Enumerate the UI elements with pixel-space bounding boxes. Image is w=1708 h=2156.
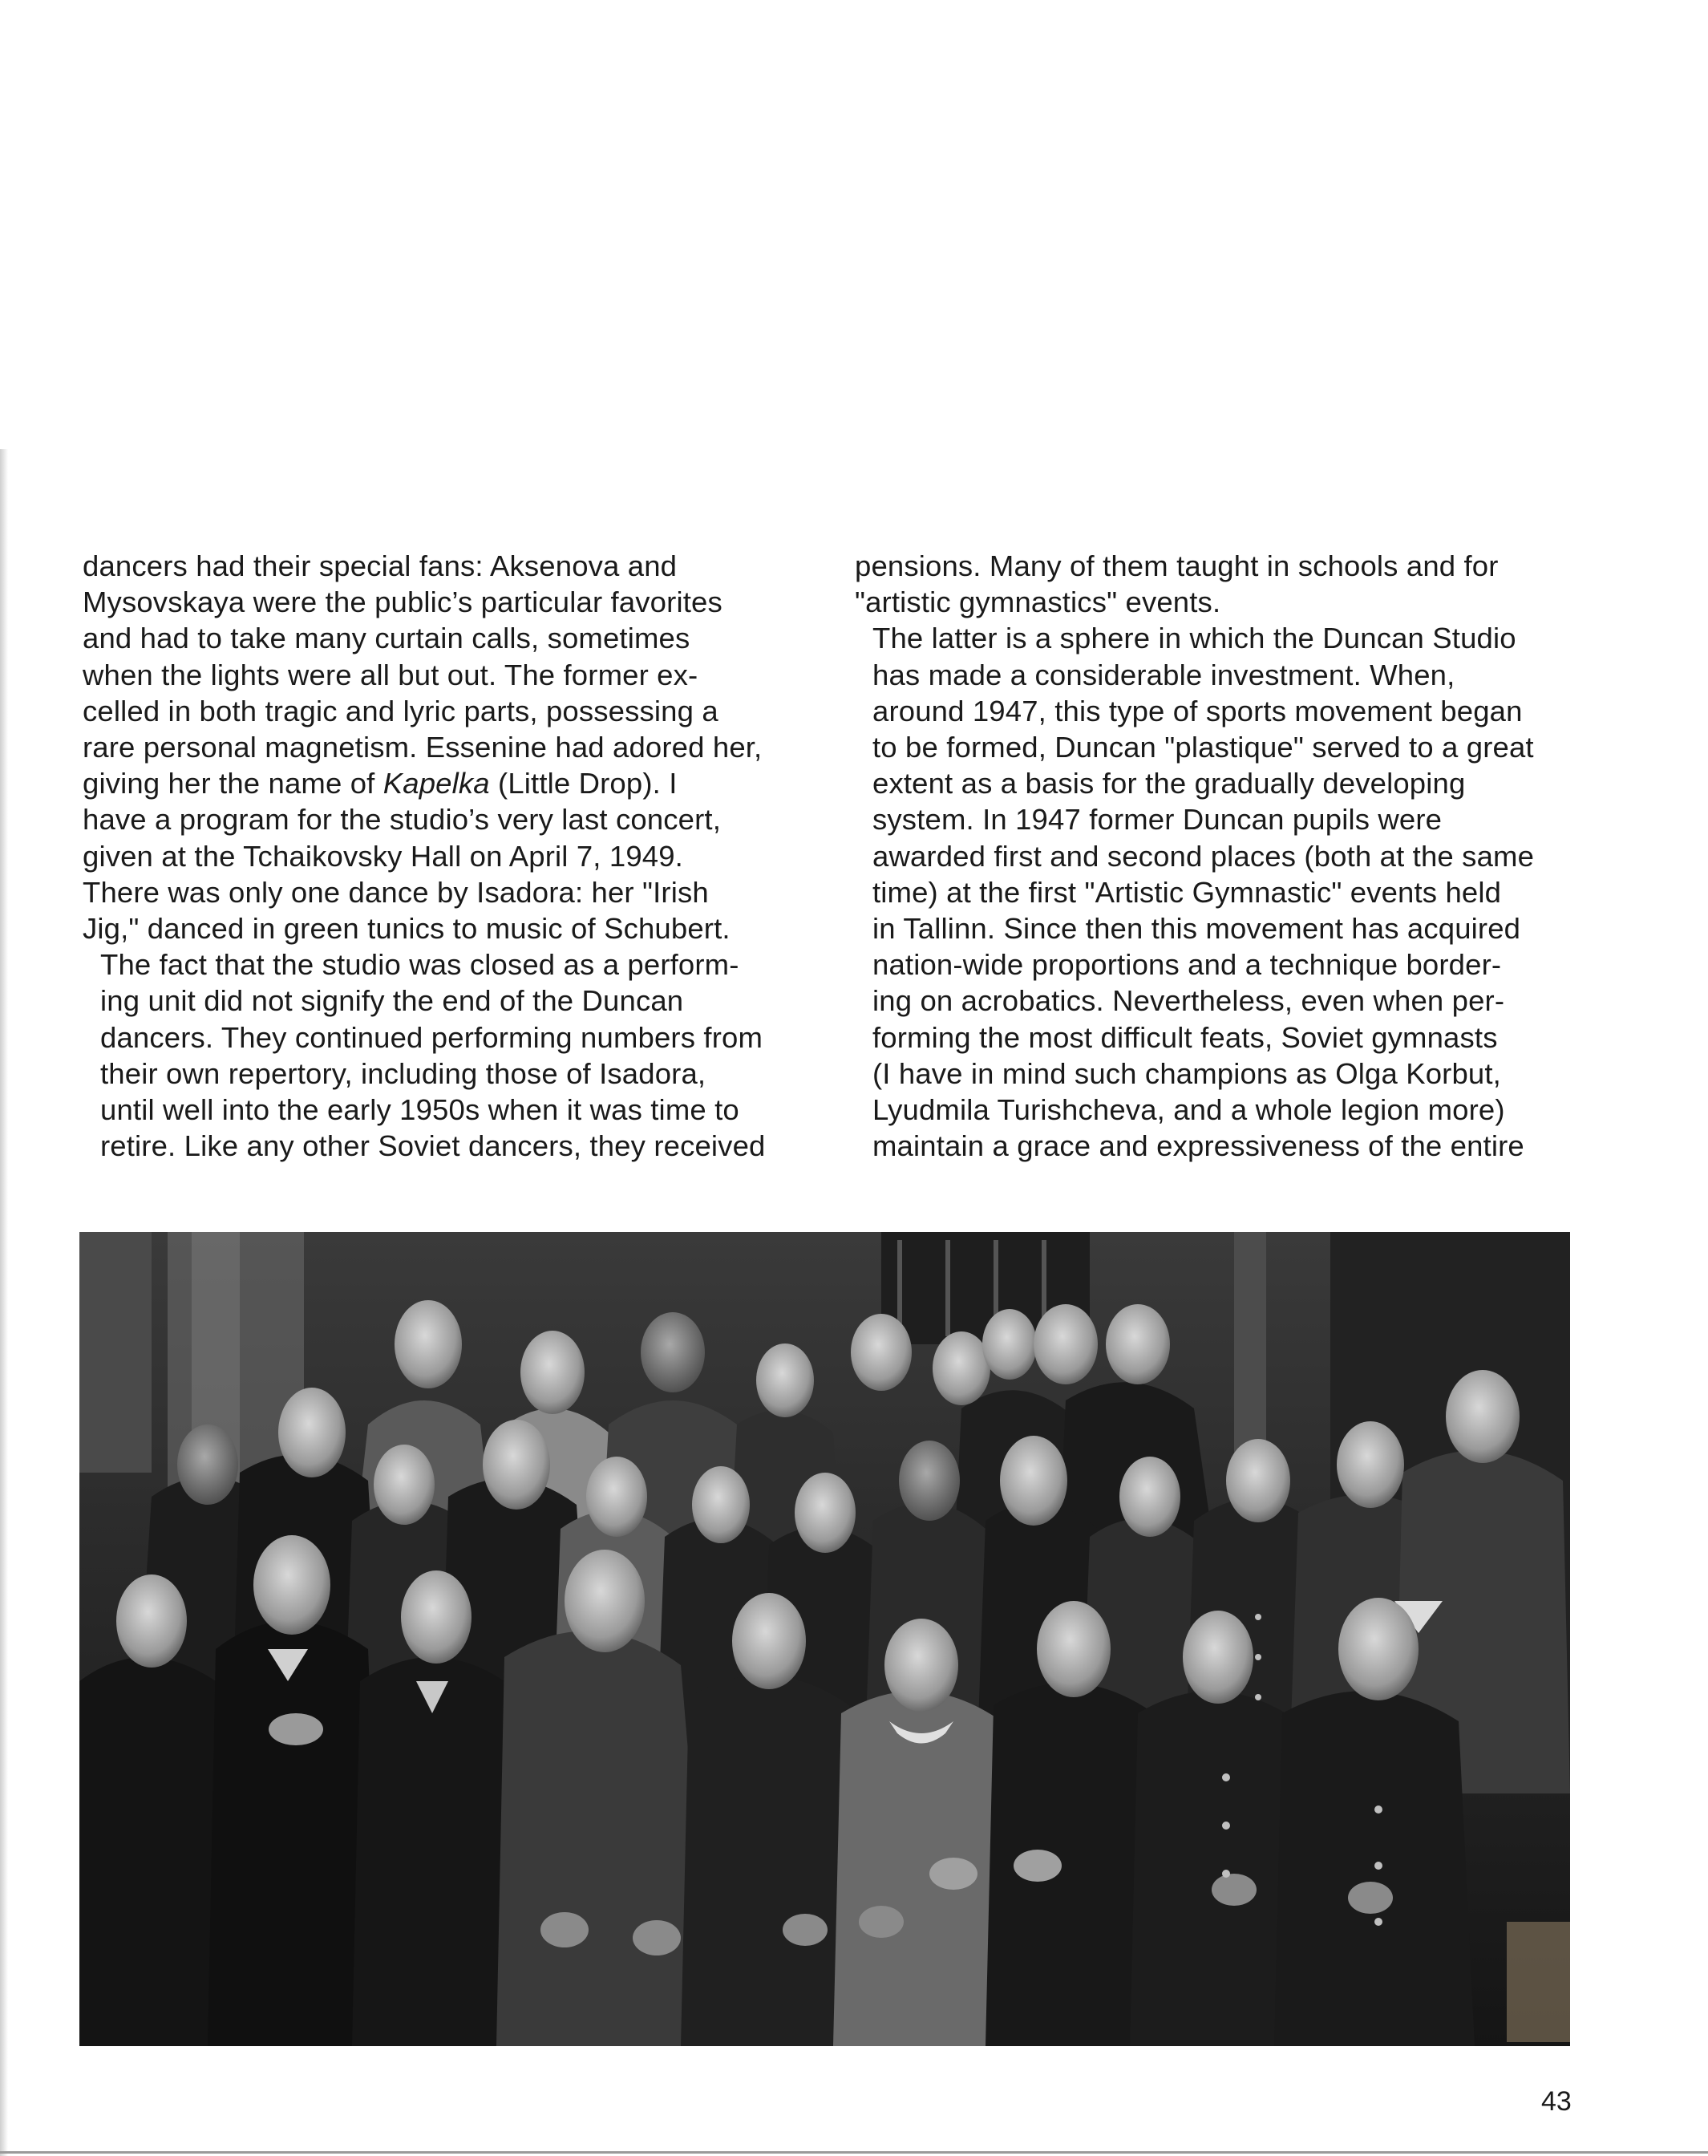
text-line: nation-wide proportions and a technique border- [872, 948, 1502, 982]
text-line: pensions. Many of them taught in schools and for [855, 549, 1499, 582]
text-line: (I have in mind such champions as Olga Korbut, [872, 1056, 1501, 1090]
text-line: have a program for the studio’s very last concert, [83, 803, 722, 837]
text-line: around 1947, this type of sports movement began [872, 694, 1523, 727]
text-line: There was only one dance by Isadora: her "Irish [83, 875, 709, 909]
text-line: when the lights were all but out. The former ex- [83, 658, 698, 691]
paragraph [83, 946, 804, 1164]
text-column-right [855, 548, 1576, 1164]
text-line: extent as a basis for the gradually developing [872, 767, 1466, 800]
paragraph [83, 548, 804, 946]
paragraph [855, 620, 1576, 1164]
text-line: maintain a grace and expressiveness of the entire [872, 1129, 1524, 1163]
text-line: time) at the first "Artistic Gymnastic" events held [872, 875, 1502, 909]
text-line: retire. Like any other Soviet dancers, they received [100, 1129, 766, 1163]
text-line: has made a considerable investment. When, [872, 658, 1455, 691]
group-photograph [79, 1232, 1570, 2046]
text-line: ing unit did not signify the end of the Duncan [100, 984, 684, 1018]
text-line: to be formed, Duncan "plastique" served to a great [872, 731, 1534, 764]
page-edge-shadow [0, 449, 8, 2156]
italic-term: Kapelka [382, 767, 490, 800]
text-line: and had to take many curtain calls, sometimes [83, 622, 690, 655]
text-line: Mysovskaya were the public’s particular favorites [83, 586, 722, 619]
text-column-left [83, 548, 804, 1164]
text-line: The fact that the studio was closed as a perform- [100, 948, 739, 982]
text-line: celled in both tragic and lyric parts, possessing a [83, 694, 718, 727]
text-line: in Tallinn. Since then this movement has acquired [872, 912, 1521, 946]
text-line: forming the most difficult feats, Soviet gymnasts [872, 1020, 1498, 1054]
page-bottom-edge [0, 2151, 1708, 2154]
text-line: system. In 1947 former Duncan pupils were [872, 803, 1443, 837]
text-line: given at the Tchaikovsky Hall on April 7, 1949. [83, 839, 683, 873]
text-line: their own repertory, including those of Isadora, [100, 1056, 706, 1090]
text-line: ing on acrobatics. Nevertheless, even when per- [872, 984, 1505, 1018]
text-line: awarded first and second places (both at the same [872, 839, 1535, 873]
text-line: Jig," danced in green tunics to music of Schubert. [83, 912, 731, 946]
page-number: 43 [1541, 2086, 1572, 2117]
text-line: rare personal magnetism. Essenine had adored her, [83, 731, 763, 764]
text-line: dancers had their special fans: Aksenova and [83, 549, 678, 582]
text-line: The latter is a sphere in which the Duncan Studio [872, 622, 1516, 655]
text-line: dancers. They continued performing numbers from [100, 1020, 763, 1054]
paragraph [855, 548, 1576, 620]
text-line: Lyudmila Turishcheva, and a whole legion more) [872, 1093, 1505, 1127]
text-line: until well into the early 1950s when it was time to [100, 1093, 739, 1127]
text-line-kapelka: giving her the name of Kapelka (Little Drop). I [83, 767, 678, 800]
text-line: "artistic gymnastics" events. [855, 586, 1221, 619]
